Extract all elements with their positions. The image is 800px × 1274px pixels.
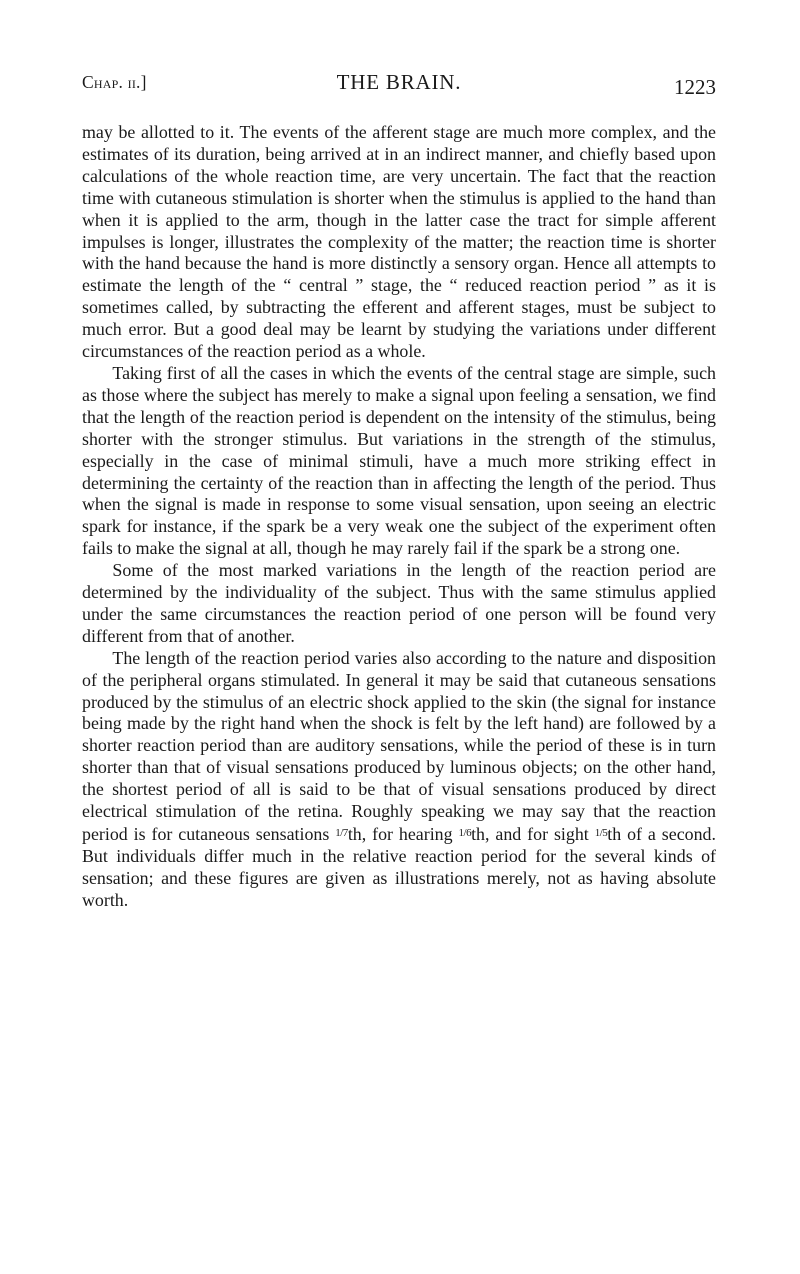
page-number: 1223: [674, 75, 716, 99]
running-head: [82, 72, 716, 102]
paragraph-3: Some of the most marked variations in the length of the reaction period are determined by the individuality of the subject. Thus with the same stimulus applied under the same circumstances the reaction period of one person will be found very different from that of another.: [82, 560, 716, 646]
paragraph-1: may be allotted to it. The events of the afferent stage are much more complex, and the estimates of its duration, being arrived at in an indirect manner, and chiefly based upon calculations of the whole reaction time, are very uncertain. The fact that the reaction time with cutaneous stimulation is shorter when the stimulus is applied to the hand than when it is applied to the arm, though in the latter case the tract for simple afferent impulses is longer, illustrates the complexity of the matter; the reaction time is shorter with the hand because the hand is more distinctly a sensory organ. Hence all attempts to estimate the length of the “ central ” stage, the “ reduced reaction period ” as it is sometimes called, by subtracting the efferent and afferent stages, must be subject to much error. But a good deal may be learnt by studying the variations under different circumstances of the reaction period as a whole.: [82, 122, 716, 362]
body-text: [82, 122, 716, 911]
fraction-sight: 1/5: [594, 827, 608, 839]
running-title: THE BRAIN.: [336, 70, 462, 94]
paragraph-4-text-a: The length of the reaction period varies also according to the nature and disposition of the peripheral organs stimulated. In general it may be said that cutaneous sensations produced by the stimulus of an electric shock applied to the skin (the signal for instance being made by the right hand when the shock is felt by the left hand) are followed by a shorter reaction period than are auditory sensations, while the period of these is in turn shorter than that of visual sensations produced by luminous objects; on the other hand, the shortest period of all is said to be that of visual sensations produced by direct electrical stimulation of the retina. Roughly speaking we may say that the reaction period is for cutaneous sensations: [82, 647, 716, 844]
fraction-cutaneous: 1/7: [335, 827, 348, 839]
paragraph-4: [82, 648, 716, 912]
chapter-label: Chap. ii.]: [82, 72, 147, 92]
paragraph-2: Taking first of all the cases in which the events of the central stage are simple, such as those where the subject has merely to make a signal upon feeling a sensation, we find that the length of the reaction period is dependent on the intensity of the stimulus, being shorter with the stronger stimulus. But variations in the strength of the stimulus, especially in the case of minimal stimuli, have a much more striking effect in determining the certainty of the reaction than in affecting the length of the period. Thus when the signal is made in response to some visual sensation, upon seeing an electric spark for instance, if the spark be a very weak one the subject of the experiment often fails to make the signal at all, though he may rarely fail if the spark be a strong one.: [82, 362, 716, 559]
paragraph-4-text-d: th of a second. But individuals differ much in the relative reaction period for the several kinds of sensation; and these figures are given as illustrations merely, not as having absolute worth.: [82, 823, 716, 910]
paragraph-4-text-c: th, and for sight: [471, 823, 589, 844]
paragraph-4-text-b: th, for hearing: [347, 823, 453, 844]
fraction-hearing: 1/6: [458, 827, 472, 839]
